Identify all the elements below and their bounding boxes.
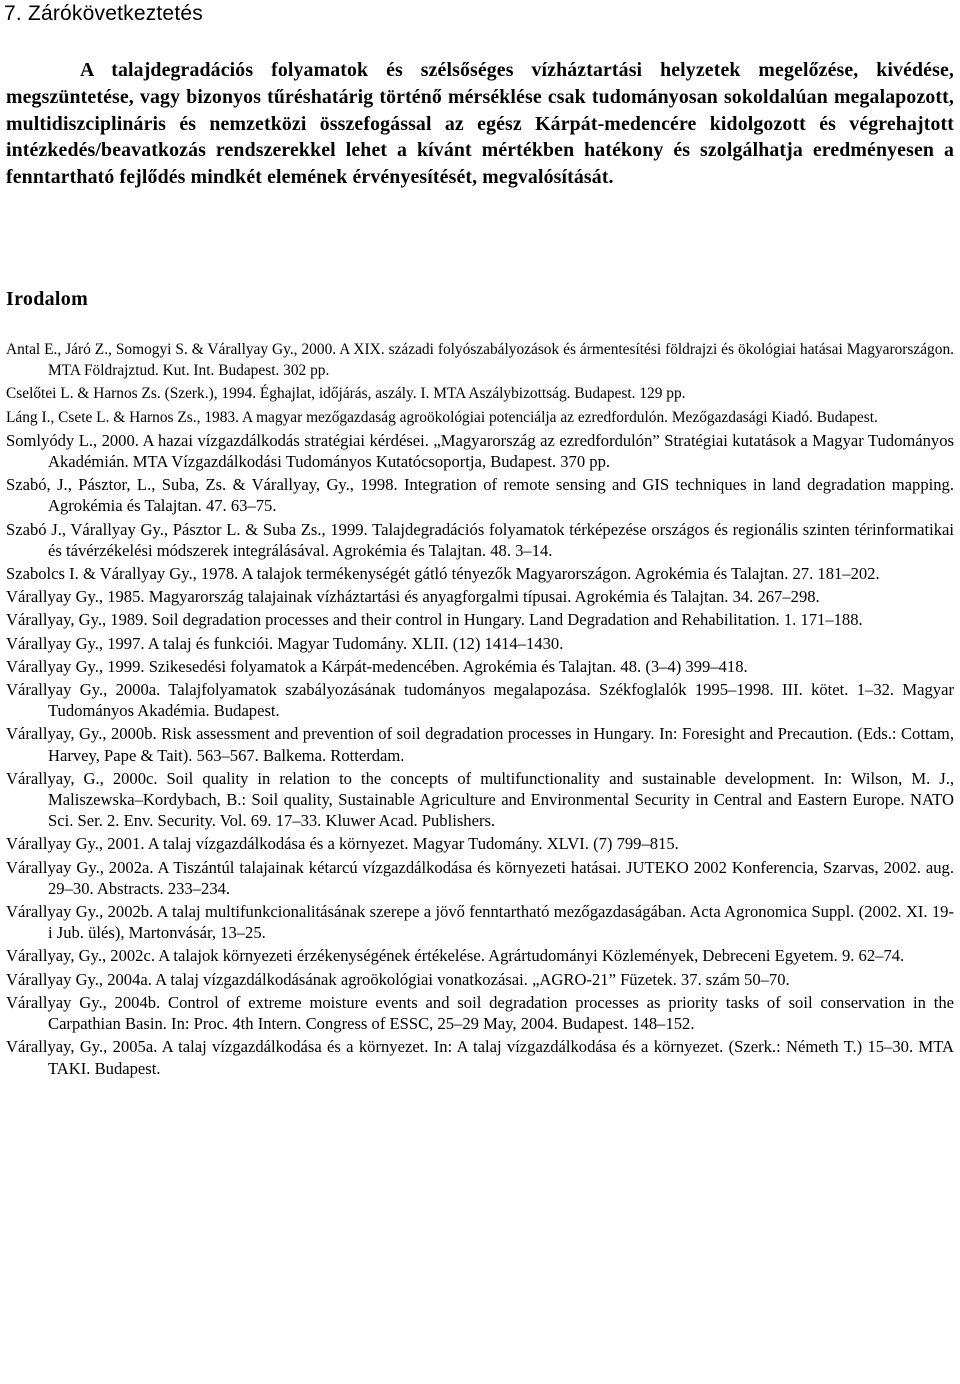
reference-item: Várallyay, Gy., 1989. Soil degradation processes and their control in Hungary. Land Degradation and Rehabilitation. 1. 171–188.	[6, 610, 863, 630]
reference-item: Várallyay Gy., 2000a. Talajfolyamatok szabályozásának tudományos megalapozása. Székfoglalók 1995–1998. III. kötet. 1–32. Magyar Tudományos Akadémia. Budapest.	[6, 680, 954, 721]
reference-item: Várallyay Gy., 2001. A talaj vízgazdálkodása és a környezet. Magyar Tudomány. XLVI. (7) 799–815.	[6, 834, 679, 854]
reference-item: Várallyay, G., 2000c. Soil quality in relation to the concepts of multifunctionality and sustainable development. In: Wilson, M. J., Maliszewska–Kordybach, B.: Soil quality, Sustainable Agriculture and Environmental Security in Central and Eastern Europe. NATO Sci. Ser. 2. Env. Security. Vol. 69. 17–33. Kluwer Acad. Publishers.	[6, 768, 954, 831]
reference-item: Cselőtei L. & Harnos Zs. (Szerk.), 1994. Éghajlat, időjárás, aszály. I. MTA Aszálybizottság. Budapest. 129 pp.	[6, 385, 686, 403]
reference-item: Várallyay Gy., 1985. Magyarország talajainak vízháztartási és anyagforgalmi típusai. Agrokémia és Talajtan. 34. 267–298.	[6, 587, 820, 607]
reference-item: Somlyódy L., 2000. A hazai vízgazdálkodás stratégiai kérdései. „Magyarország az ezredfordulón” Stratégiai kutatások a Magyar Tudományos Akadémián. MTA Vízgazdálkodási Tudományos Kutatócsoportja, Budapest. 370 pp.	[6, 430, 954, 472]
reference-item: Várallyay, Gy., 2002c. A talajok környezeti érzékenységének értékelése. Agrártudományi Közlemények, Debreceni Egyetem. 9. 62–74.	[6, 946, 905, 966]
reference-item: Várallyay Gy., 1999. Szikesedési folyamatok a Kárpát-medencében. Agrokémia és Talajtan. 48. (3–4) 399–418.	[6, 656, 748, 676]
reference-item: Szabó, J., Pásztor, L., Suba, Zs. & Várallyay, Gy., 1998. Integration of remote sensing and GIS techniques in land degradation mapping. Agrokémia és Talajtan. 47. 63–75.	[6, 475, 954, 516]
reference-item: Várallyay Gy., 2004b. Control of extreme moisture events and soil degradation processes as priority tasks of soil conservation in the Carpathian Basin. In: Proc. 4th Intern. Congress of ESSC, 25–29 May, 2004. Budapest. 148–152.	[6, 992, 954, 1034]
reference-item: Várallyay Gy., 2002a. A Tiszántúl talajainak kétarcú vízgazdálkodása és környezeti hatásai. JUTEKO 2002 Konferencia, Szarvas, 2002. aug. 29–30. Abstracts. 233–234.	[6, 857, 954, 898]
reference-item: Várallyay Gy., 1997. A talaj és funkciói. Magyar Tudomány. XLII. (12) 1414–1430.	[6, 633, 564, 653]
references-heading: Irodalom	[6, 288, 89, 310]
reference-item: Várallyay Gy., 2004a. A talaj vízgazdálkodásának agroökológiai vonatkozásai. „AGRO-21” Füzetek. 37. szám 50–70.	[6, 969, 790, 989]
reference-item: Antal E., Járó Z., Somogyi S. & Várallyay Gy., 2000. A XIX. századi folyószabályozások és ármentesítési földrajzi és ökológiai hatásai Magyarországon. MTA Földrajztud. Kut. Int. Budapest. 302 pp.	[6, 341, 954, 380]
reference-item: Várallyay, Gy., 2005a. A talaj vízgazdálkodása és a környezet. In: A talaj vízgazdálkodása és a környezet. (Szerk.: Németh T.) 15–30. MTA TAKI. Budapest.	[6, 1037, 954, 1078]
section-heading: 7. Zárókövetkeztetés	[4, 2, 203, 25]
reference-list	[6, 339, 954, 1081]
conclusion-paragraph: A talajdegradációs folyamatok és szélsőséges vízháztartási helyzetek megelőzése, kivédése, megszüntetése, vagy bizonyos tűréshatárig történő mérséklése csak tudományosan sokoldalúan megalapozott, multidiszciplináris és nemzetközi összefogással az egész Kárpát-medencére kidolgozott és végrehajtott intézkedés/beavatkozás rendszerekkel lehet a kívánt mértékben hatékony és szolgálhatja eredményesen a fenntartható fejlődés mindkét elemének érvényesítését, megvalósítását.	[6, 59, 954, 189]
reference-item: Szabolcs I. & Várallyay Gy., 1978. A talajok termékenységét gátló tényezők Magyarországon. Agrokémia és Talajtan. 27. 181–202.	[6, 564, 880, 584]
reference-item: Várallyay, Gy., 2000b. Risk assessment and prevention of soil degradation processes in Hungary. In: Foresight and Precaution. (Eds.: Cottam, Harvey, Pape & Tait). 563–567. Balkema. Rotterdam.	[6, 724, 954, 765]
reference-item: Láng I., Csete L. & Harnos Zs., 1983. A magyar mezőgazdaság agroökológiai potenciálja az ezredfordulón. Mezőgazdasági Kiadó. Budapest.	[6, 408, 878, 426]
reference-item: Várallyay Gy., 2002b. A talaj multifunkcionalitásának szerepe a jövő fenntartható mezőgazdaságában. Acta Agronomica Suppl. (2002. XI. 19-i Jub. ülés), Martonvásár, 13–25.	[6, 902, 954, 943]
reference-item: Szabó J., Várallyay Gy., Pásztor L. & Suba Zs., 1999. Talajdegradációs folyamatok térképezése országos és regionális szinten térinformatikai és távérzékelési módszerek integrálásával. Agrokémia és Talajtan. 48. 3–14.	[6, 519, 954, 560]
